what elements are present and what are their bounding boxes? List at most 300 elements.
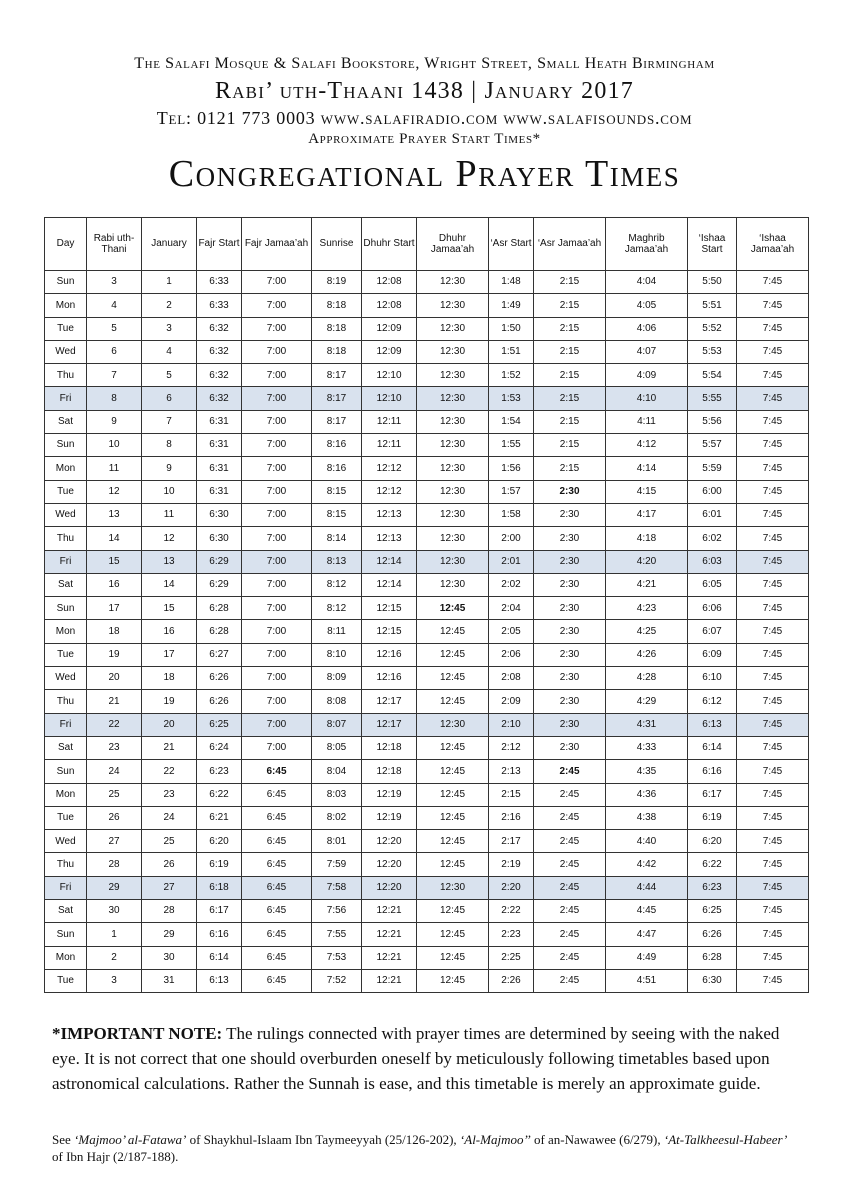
table-cell: 4:05 [606,294,688,317]
table-cell: 8 [87,387,142,410]
table-cell: 8:04 [312,760,362,783]
table-cell: 13 [87,503,142,526]
table-row [45,783,809,806]
table-cell: 5 [87,317,142,340]
table-cell: 12:18 [362,760,417,783]
table-cell: 12:30 [417,550,489,573]
table-cell: 7:00 [242,457,312,480]
table-cell: 12:45 [417,806,489,829]
table-cell: 6:33 [197,294,242,317]
table-cell: 17 [87,597,142,620]
table-cell: 6:26 [197,667,242,690]
table-cell: Sun [45,760,87,783]
table-cell: 6:13 [197,969,242,992]
table-cell: 7:45 [737,923,809,946]
table-cell: 12:20 [362,876,417,899]
table-cell: 6:45 [242,760,312,783]
table-cell: 18 [142,667,197,690]
table-cell: 6:30 [688,969,737,992]
table-cell: 7:00 [242,643,312,666]
table-row [45,806,809,829]
table-cell: 26 [142,853,197,876]
table-cell: 14 [142,573,197,596]
table-cell: 10 [142,480,197,503]
table-cell: Sun [45,923,87,946]
table-cell: 4:20 [606,550,688,573]
table-cell: 2:26 [489,969,534,992]
table-cell: 2:45 [534,853,606,876]
table-cell: 12:30 [417,713,489,736]
table-cell: 12:30 [417,294,489,317]
table-cell: 6:45 [242,830,312,853]
table-cell: 2:13 [489,760,534,783]
column-header: Dhuhr Start [362,218,417,271]
table-cell: 22 [87,713,142,736]
table-cell: 8:13 [312,550,362,573]
table-cell: 2:00 [489,527,534,550]
table-row [45,480,809,503]
table-cell: 6:00 [688,480,737,503]
table-cell: 4:11 [606,410,688,433]
table-cell: 12:09 [362,340,417,363]
table-cell: 2:25 [489,946,534,969]
table-cell: 7:00 [242,340,312,363]
table-cell: 7:00 [242,573,312,596]
table-cell: 12:19 [362,806,417,829]
table-cell: 4:35 [606,760,688,783]
table-cell: 2:30 [534,550,606,573]
table-cell: 12:08 [362,294,417,317]
table-cell: 15 [87,550,142,573]
table-cell: 4:04 [606,271,688,294]
table-cell: Sat [45,410,87,433]
mosque-address: The Salafi Mosque & Salafi Bookstore, Wright Street, Small Heath Birmingham [134,55,715,72]
table-cell: 12:21 [362,923,417,946]
table-cell: 6:20 [197,830,242,853]
table-cell: 8:03 [312,783,362,806]
table-cell: 5:57 [688,434,737,457]
table-cell: 1:57 [489,480,534,503]
table-row [45,434,809,457]
table-cell: 7:45 [737,550,809,573]
table-cell: 12:21 [362,946,417,969]
table-row [45,830,809,853]
table-cell: 8:05 [312,736,362,759]
table-cell: 7 [142,410,197,433]
table-cell: 12:12 [362,457,417,480]
table-cell: 12:30 [417,434,489,457]
table-cell: 2:45 [534,783,606,806]
table-cell: 12:10 [362,387,417,410]
table-cell: 6:30 [197,527,242,550]
table-cell: 7:00 [242,503,312,526]
table-row [45,597,809,620]
table-cell: 12:45 [417,760,489,783]
table-cell: 12:14 [362,550,417,573]
table-cell: 2:09 [489,690,534,713]
table-cell: 6 [142,387,197,410]
table-cell: 6:30 [197,503,242,526]
table-cell: 2:45 [534,946,606,969]
table-cell: 5:51 [688,294,737,317]
table-cell: 13 [142,550,197,573]
table-cell: Tue [45,480,87,503]
table-cell: 12:12 [362,480,417,503]
table-cell: 12:30 [417,573,489,596]
table-cell: 4:28 [606,667,688,690]
table-cell: 8:18 [312,340,362,363]
table-row [45,667,809,690]
table-cell: 7:45 [737,690,809,713]
column-header: Dhuhr Jamaa’ah [417,218,489,271]
table-cell: 8:15 [312,503,362,526]
table-cell: 1:49 [489,294,534,317]
table-cell: 2:06 [489,643,534,666]
table-cell: 2:30 [534,667,606,690]
table-row [45,340,809,363]
table-cell: Wed [45,667,87,690]
table-cell: 2:45 [534,876,606,899]
table-cell: 1:51 [489,340,534,363]
table-cell: 12:15 [362,620,417,643]
table-cell: 6:25 [197,713,242,736]
table-cell: 6:45 [242,853,312,876]
table-cell: 18 [87,620,142,643]
references [52,1131,792,1165]
table-cell: 6:09 [688,643,737,666]
column-header: Fajr Jamaa’ah [242,218,312,271]
table-cell: Mon [45,946,87,969]
table-cell: 9 [142,457,197,480]
table-cell: Wed [45,340,87,363]
table-cell: 2:15 [534,364,606,387]
table-cell: 2:30 [534,597,606,620]
table-cell: 6:29 [197,573,242,596]
table-cell: Sat [45,900,87,923]
table-cell: Wed [45,830,87,853]
table-cell: 12:30 [417,387,489,410]
table-cell: 7:45 [737,736,809,759]
table-cell: 10 [87,434,142,457]
table-cell: 12:19 [362,783,417,806]
table-cell: 4:25 [606,620,688,643]
table-cell: 7:00 [242,410,312,433]
table-cell: 1 [87,923,142,946]
table-cell: 7:45 [737,876,809,899]
table-cell: 7 [87,364,142,387]
table-cell: 12:45 [417,690,489,713]
table-cell: 7:45 [737,806,809,829]
table-cell: 29 [87,876,142,899]
table-cell: Thu [45,690,87,713]
table-cell: 1:58 [489,503,534,526]
table-cell: 2 [87,946,142,969]
table-cell: 6:32 [197,340,242,363]
table-cell: 2:15 [534,294,606,317]
table-cell: 2:10 [489,713,534,736]
table-row [45,853,809,876]
table-cell: 6:21 [197,806,242,829]
table-cell: 2:15 [534,434,606,457]
table-cell: 12:20 [362,830,417,853]
table-cell: 6:12 [688,690,737,713]
table-cell: 8:14 [312,527,362,550]
column-header: Maghrib Jamaa’ah [606,218,688,271]
table-cell: 6:13 [688,713,737,736]
table-cell: 12:45 [417,620,489,643]
table-row [45,900,809,923]
table-cell: 6:45 [242,806,312,829]
table-cell: 2:17 [489,830,534,853]
table-cell: 8:17 [312,387,362,410]
table-cell: 4:12 [606,434,688,457]
table-cell: 8:16 [312,457,362,480]
table-cell: 4:10 [606,387,688,410]
column-header: Day [45,218,87,271]
table-cell: 12:17 [362,713,417,736]
table-cell: 2:30 [534,573,606,596]
table-cell: 6:45 [242,946,312,969]
table-cell: 6:31 [197,457,242,480]
table-cell: 2:05 [489,620,534,643]
table-cell: 7:00 [242,527,312,550]
table-cell: Thu [45,364,87,387]
table-cell: 12:10 [362,364,417,387]
table-cell: 6:28 [688,946,737,969]
table-cell: 2:22 [489,900,534,923]
table-cell: 4:17 [606,503,688,526]
table-row [45,317,809,340]
table-cell: 6:16 [197,923,242,946]
table-cell: 6:32 [197,317,242,340]
table-cell: Fri [45,387,87,410]
table-cell: 2:16 [489,806,534,829]
table-cell: 2:15 [534,410,606,433]
table-cell: 28 [142,900,197,923]
table-row [45,457,809,480]
table-cell: 12:45 [417,667,489,690]
table-cell: 5:52 [688,317,737,340]
table-cell: 7:00 [242,434,312,457]
table-row [45,760,809,783]
table-cell: 8:17 [312,410,362,433]
table-cell: Tue [45,806,87,829]
table-cell: 4:14 [606,457,688,480]
table-row [45,923,809,946]
table-cell: 2:45 [534,923,606,946]
table-cell: 4:40 [606,830,688,853]
table-cell: 7:45 [737,480,809,503]
column-header: Sunrise [312,218,362,271]
table-cell: Mon [45,620,87,643]
table-cell: 8:09 [312,667,362,690]
table-cell: 7:45 [737,364,809,387]
table-cell: Mon [45,457,87,480]
table-cell: 6:22 [688,853,737,876]
table-cell: 12:30 [417,410,489,433]
refs-text-2: of Shaykhul-Islaam Ibn Taymeeyyah (25/126-202), [186,1132,460,1147]
table-cell: 4:42 [606,853,688,876]
table-cell: 7:45 [737,900,809,923]
table-cell: 3 [142,317,197,340]
table-cell: Sat [45,736,87,759]
table-cell: 12:45 [417,946,489,969]
table-row [45,364,809,387]
table-cell: 5:59 [688,457,737,480]
table-cell: 2:15 [534,387,606,410]
table-cell: 12:30 [417,317,489,340]
refs-title-3: ‘At-Talkheesul-Habeer’ [663,1132,788,1147]
table-row [45,294,809,317]
table-row [45,969,809,992]
table-cell: 8:15 [312,480,362,503]
table-cell: 6:27 [197,643,242,666]
table-cell: Sun [45,597,87,620]
table-cell: 2:45 [534,969,606,992]
table-cell: 6:33 [197,271,242,294]
table-cell: 2:15 [534,271,606,294]
table-cell: 7:59 [312,853,362,876]
table-cell: 8 [142,434,197,457]
table-cell: 12:45 [417,923,489,946]
table-cell: 2:45 [534,760,606,783]
table-cell: 21 [142,736,197,759]
note-label: *IMPORTANT NOTE: [52,1024,223,1043]
table-cell: 6:17 [197,900,242,923]
table-cell: 7:00 [242,271,312,294]
table-cell: 12:30 [417,271,489,294]
table-cell: 8:02 [312,806,362,829]
table-cell: 4:18 [606,527,688,550]
table-cell: 8:10 [312,643,362,666]
table-cell: 1 [142,271,197,294]
table-cell: 6:14 [197,946,242,969]
refs-text-4: of Ibn Hajr (2/187-188). [52,1149,179,1164]
table-cell: 12:17 [362,690,417,713]
table-cell: 6:28 [197,620,242,643]
table-cell: 12:30 [417,527,489,550]
table-row [45,946,809,969]
table-row [45,410,809,433]
table-cell: 6:32 [197,387,242,410]
column-header: ‘Ishaa Jamaa’ah [737,218,809,271]
table-row [45,527,809,550]
table-cell: 1:52 [489,364,534,387]
column-header: ‘Asr Start [489,218,534,271]
table-cell: 4:15 [606,480,688,503]
table-cell: 2:30 [534,736,606,759]
table-cell: 6:19 [197,853,242,876]
table-cell: 2:15 [534,317,606,340]
table-cell: 2:30 [534,480,606,503]
column-header: January [142,218,197,271]
table-cell: 12:45 [417,783,489,806]
table-cell: 12:21 [362,900,417,923]
table-cell: 12:45 [417,900,489,923]
table-cell: 2:30 [534,527,606,550]
table-cell: 4:31 [606,713,688,736]
table-cell: 6:03 [688,550,737,573]
table-cell: 20 [142,713,197,736]
table-cell: 7:45 [737,667,809,690]
table-cell: 12:16 [362,667,417,690]
table-cell: 1:48 [489,271,534,294]
column-header: ‘Ishaa Start [688,218,737,271]
table-cell: 1:54 [489,410,534,433]
table-cell: 8:18 [312,317,362,340]
table-cell: 2:15 [489,783,534,806]
table-cell: 12:30 [417,364,489,387]
contact-line: Tel: 0121 773 0003 www.salafiradio.com www.salafisounds.com [156,108,693,128]
table-cell: 7:45 [737,317,809,340]
table-cell: 1:53 [489,387,534,410]
table-cell: 7:45 [737,271,809,294]
table-cell: 7:45 [737,620,809,643]
table-cell: 7:00 [242,480,312,503]
table-cell: 2:02 [489,573,534,596]
table-cell: 12:14 [362,573,417,596]
table-cell: 4:23 [606,597,688,620]
table-cell: 7:45 [737,969,809,992]
table-cell: 7:45 [737,457,809,480]
table-cell: 2:30 [534,643,606,666]
table-cell: 6:45 [242,900,312,923]
column-header: Fajr Start [197,218,242,271]
table-cell: 7:45 [737,853,809,876]
table-cell: Mon [45,783,87,806]
table-cell: 11 [142,503,197,526]
table-cell: Sun [45,434,87,457]
table-cell: Thu [45,527,87,550]
table-cell: 31 [142,969,197,992]
table-cell: 6:02 [688,527,737,550]
table-cell: 6:06 [688,597,737,620]
table-cell: 6 [87,340,142,363]
table-cell: 2:45 [534,806,606,829]
table-cell: 5:55 [688,387,737,410]
table-cell: 5:50 [688,271,737,294]
table-cell: 22 [142,760,197,783]
table-header-row [45,218,809,271]
table-cell: 6:31 [197,480,242,503]
table-cell: 2 [142,294,197,317]
table-cell: 6:14 [688,736,737,759]
table-cell: 7:45 [737,643,809,666]
table-cell: Tue [45,643,87,666]
table-cell: 6:26 [688,923,737,946]
table-cell: 7:00 [242,387,312,410]
refs-title-2: ‘Al-Majmoo’’ [459,1132,531,1147]
table-cell: 3 [87,271,142,294]
table-cell: 12:45 [417,736,489,759]
table-cell: 7:00 [242,620,312,643]
table-cell: Thu [45,853,87,876]
table-cell: 12 [142,527,197,550]
table-cell: 12:30 [417,340,489,363]
table-cell: 12:20 [362,853,417,876]
table-cell: 7:00 [242,690,312,713]
table-cell: 29 [142,923,197,946]
table-cell: Fri [45,713,87,736]
approximate-times-label: Approximate Prayer Start Times* [308,131,541,147]
table-cell: 2:19 [489,853,534,876]
table-cell: 15 [142,597,197,620]
table-cell: 8:16 [312,434,362,457]
table-cell: 7:00 [242,317,312,340]
table-cell: 2:08 [489,667,534,690]
table-cell: 1:56 [489,457,534,480]
table-body [45,271,809,993]
